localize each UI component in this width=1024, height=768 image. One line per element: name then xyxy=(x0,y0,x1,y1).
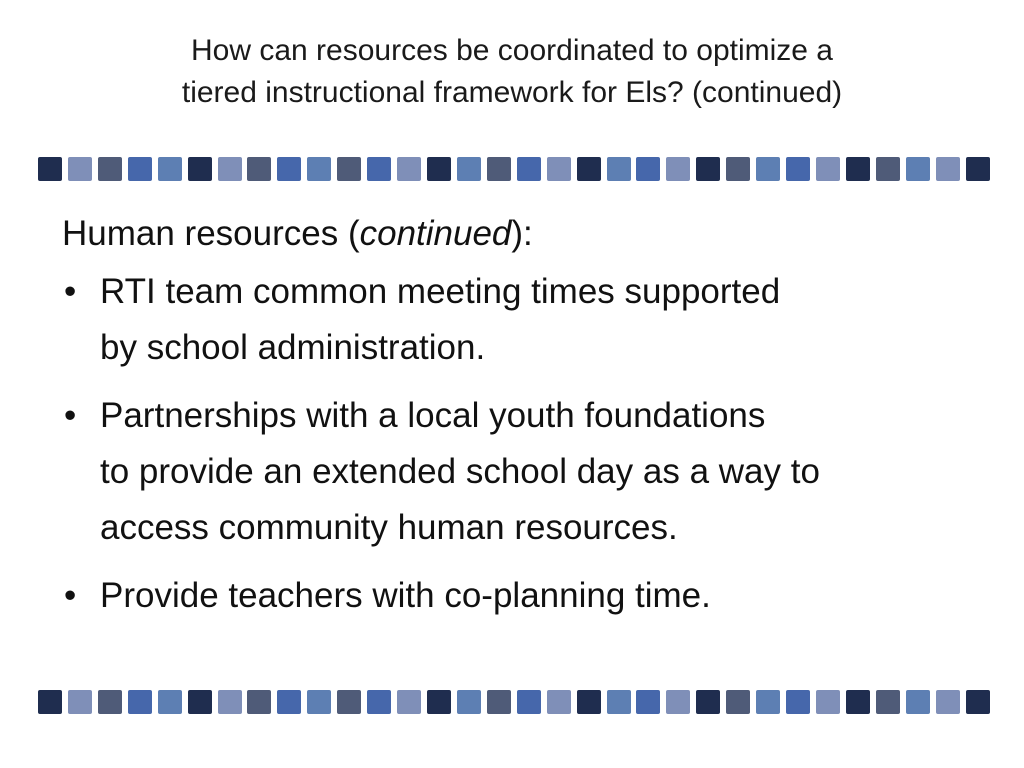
decorative-square-icon xyxy=(816,157,840,181)
slide-title-line-1: How can resources be coordinated to optimize a xyxy=(190,34,833,67)
bullet-item xyxy=(62,568,982,624)
decorative-square-icon xyxy=(188,157,212,181)
decorative-square-icon xyxy=(966,157,990,181)
decorative-square-icon xyxy=(517,690,541,714)
decorative-square-icon xyxy=(666,157,690,181)
decorative-square-icon xyxy=(487,690,511,714)
decorative-square-icon xyxy=(846,157,870,181)
decorative-square-icon xyxy=(517,157,541,181)
bullet-text-line: to provide an extended school day as a way to xyxy=(100,452,820,491)
decorative-square-icon xyxy=(337,157,361,181)
decorative-square-icon xyxy=(816,690,840,714)
decorative-square-icon xyxy=(307,157,331,181)
decorative-square-icon xyxy=(367,690,391,714)
decorative-square-icon xyxy=(427,157,451,181)
decorative-square-icon xyxy=(337,690,361,714)
decorative-square-icon xyxy=(367,157,391,181)
decorative-square-icon xyxy=(756,157,780,181)
decorative-square-icon xyxy=(786,690,810,714)
decorative-square-icon xyxy=(696,690,720,714)
decorative-square-icon xyxy=(397,157,421,181)
decorative-square-icon xyxy=(636,157,660,181)
decorative-square-icon xyxy=(726,690,750,714)
slide-title-line-2: tiered instructional framework for Els? (continued) xyxy=(181,76,843,109)
decorative-square-icon xyxy=(38,690,62,714)
decorative-square-icon xyxy=(98,690,122,714)
decorative-square-icon xyxy=(577,157,601,181)
decorative-square-icon xyxy=(876,157,900,181)
decorative-square-icon xyxy=(696,157,720,181)
bullet-dot-icon: • xyxy=(64,272,77,311)
decorative-square-icon xyxy=(218,157,242,181)
bullet-item xyxy=(62,388,982,556)
subheading xyxy=(62,210,982,258)
subheading-emphasis: continued xyxy=(359,214,512,253)
decorative-square-icon xyxy=(936,690,960,714)
decorative-square-icon xyxy=(218,690,242,714)
decorative-square-icon xyxy=(277,157,301,181)
decorative-square-icon xyxy=(636,690,660,714)
decorative-square-icon xyxy=(906,157,930,181)
subheading-prefix: Human resources ( xyxy=(62,214,360,253)
decorative-square-icon xyxy=(487,157,511,181)
decorative-square-icon xyxy=(756,690,780,714)
bullet-text-line: Partnerships with a local youth foundations xyxy=(100,396,766,435)
decorative-square-icon xyxy=(876,690,900,714)
bullet-text-line: by school administration. xyxy=(100,328,486,367)
decorative-square-icon xyxy=(936,157,960,181)
decorative-square-icon xyxy=(906,690,930,714)
bullet-dot-icon: • xyxy=(64,576,77,615)
decorative-square-icon xyxy=(158,690,182,714)
decorative-square-icon xyxy=(158,157,182,181)
decorative-square-icon xyxy=(128,690,152,714)
bullet-text-line: RTI team common meeting times supported xyxy=(100,272,781,311)
decorative-square-icon xyxy=(607,690,631,714)
slide-body xyxy=(62,210,982,636)
decorative-square-icon xyxy=(457,157,481,181)
decorative-square-icon xyxy=(666,690,690,714)
decorative-square-icon xyxy=(547,690,571,714)
subheading-suffix: ): xyxy=(511,214,533,253)
decorative-square-icon xyxy=(68,690,92,714)
decorative-square-icon xyxy=(397,690,421,714)
decorative-square-icon xyxy=(247,157,271,181)
decorative-square-icon xyxy=(277,690,301,714)
decorative-square-icon xyxy=(427,690,451,714)
decorative-square-icon xyxy=(547,157,571,181)
decorative-square-icon xyxy=(607,157,631,181)
decorative-square-icon xyxy=(128,157,152,181)
decorative-square-icon xyxy=(188,690,212,714)
decorative-square-icon xyxy=(786,157,810,181)
slide-title xyxy=(60,30,964,114)
bullet-dot-icon: • xyxy=(64,396,77,435)
decorative-square-icon xyxy=(726,157,750,181)
decorative-square-strip-top xyxy=(38,157,990,181)
decorative-square-icon xyxy=(457,690,481,714)
bullet-list xyxy=(62,264,982,624)
bullet-item xyxy=(62,264,982,376)
bullet-text-line: access community human resources. xyxy=(100,508,678,547)
decorative-square-strip-bottom xyxy=(38,690,990,714)
decorative-square-icon xyxy=(577,690,601,714)
decorative-square-icon xyxy=(38,157,62,181)
decorative-square-icon xyxy=(307,690,331,714)
decorative-square-icon xyxy=(247,690,271,714)
decorative-square-icon xyxy=(846,690,870,714)
decorative-square-icon xyxy=(966,690,990,714)
bullet-text-line: Provide teachers with co-planning time. xyxy=(100,576,711,615)
decorative-square-icon xyxy=(98,157,122,181)
decorative-square-icon xyxy=(68,157,92,181)
